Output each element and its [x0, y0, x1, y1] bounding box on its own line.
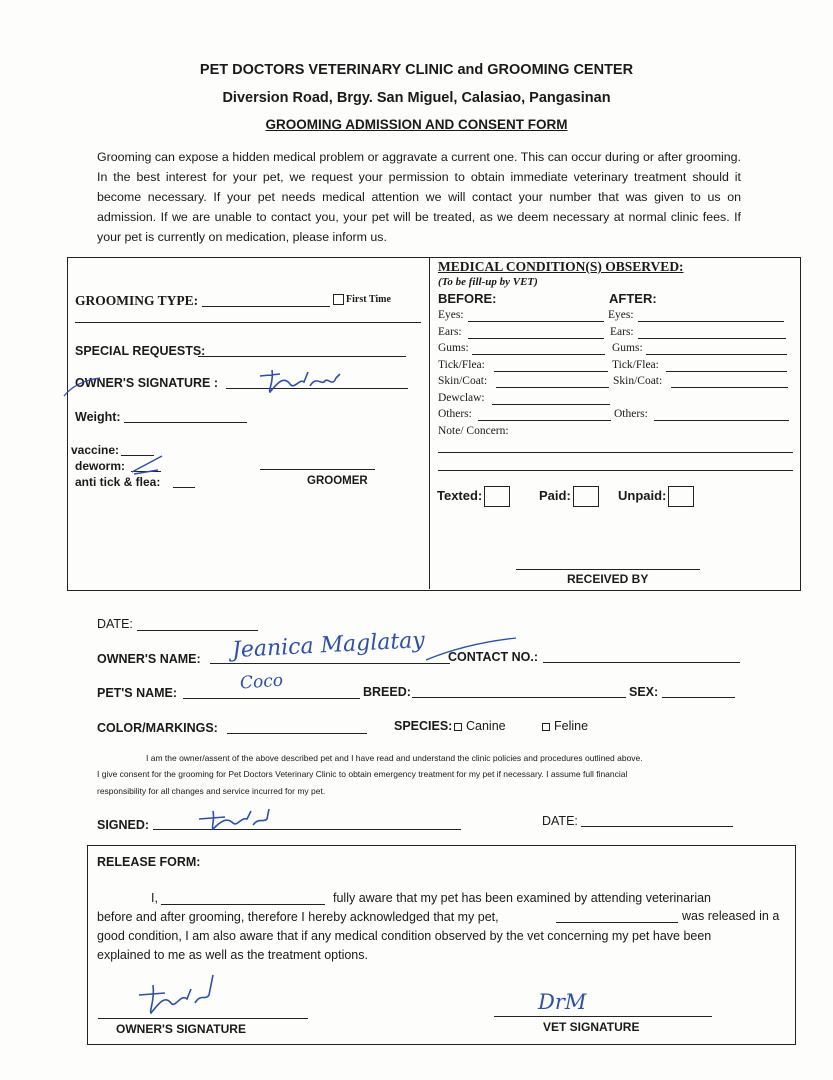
after-gums-field[interactable]	[646, 354, 787, 355]
sex-label: SEX:	[629, 685, 659, 699]
handwritten-pet-name: Coco	[239, 670, 284, 694]
anti-tick-label: anti tick & flea:	[75, 475, 161, 489]
form-title: GROOMING ADMISSION AND CONSENT FORM	[265, 117, 568, 132]
feline-label: Feline	[554, 719, 589, 733]
release-line-3: good condition, I am also aware that if any medical condition observed by the vet concerning my pet have been	[97, 929, 712, 943]
after-skincoat-field[interactable]	[671, 387, 788, 388]
paid-label: Paid:	[539, 487, 571, 503]
vet-signature-label: VET SIGNATURE	[543, 1020, 640, 1034]
release-line-2-start: before and after grooming, therefore I hereby acknowledged that my pet,	[97, 910, 499, 924]
vet-signature-line[interactable]	[494, 1016, 712, 1017]
paid-option[interactable]	[539, 486, 599, 507]
before-others-field[interactable]	[478, 420, 611, 421]
pets-name-field[interactable]	[183, 698, 360, 699]
consent-line-1: I am the owner/assent of the above described pet and I have read and understand the clinic policies and procedures outlined above.	[146, 753, 643, 763]
owners-name-field[interactable]	[210, 663, 450, 664]
release-owner-signature-scribble	[135, 973, 235, 1023]
grooming-type-label: GROOMING TYPE:	[75, 293, 199, 308]
species-text: SPECIES:	[394, 719, 453, 733]
unpaid-option[interactable]	[618, 486, 694, 507]
received-by-line[interactable]	[516, 569, 700, 570]
after-others-field[interactable]	[654, 420, 789, 421]
before-ears-label: Ears:	[438, 326, 462, 338]
unpaid-label: Unpaid:	[618, 487, 667, 503]
owner-signature-scribble-top	[250, 362, 360, 402]
before-tickflea-label: Tick/Flea:	[438, 359, 485, 371]
vaccine-label: vaccine:	[71, 443, 120, 457]
special-requests-field[interactable]	[198, 356, 406, 357]
feline-checkbox[interactable]	[542, 723, 550, 731]
deworm-label: deworm:	[75, 459, 126, 473]
note-line-2[interactable]	[438, 470, 793, 471]
texted-label: Texted:	[437, 487, 483, 503]
date-label: DATE:	[97, 617, 133, 631]
canine-label: Canine	[466, 719, 506, 733]
signed-signature-scribble	[195, 805, 295, 835]
before-dewclaw-field[interactable]	[492, 404, 610, 405]
after-ears-label: Ears:	[610, 326, 634, 338]
note-concern-label: Note/ Concern:	[438, 425, 509, 437]
vet-note: (To be fill-up by VET)	[438, 276, 538, 288]
release-owner-name-field[interactable]	[161, 904, 325, 905]
consent-date-label: DATE:	[542, 814, 578, 828]
medical-condition-title: MEDICAL CONDITION(S) OBSERVED:	[438, 259, 684, 274]
unpaid-checkbox[interactable]	[668, 486, 694, 507]
after-gums-label: Gums:	[612, 342, 643, 354]
before-dewclaw-label: Dewclaw:	[438, 392, 485, 404]
deworm-check-mark	[128, 452, 168, 476]
contact-no-label: CONTACT NO.:	[448, 650, 539, 664]
owner-signature-label: OWNER'S SIGNATURE :	[75, 376, 219, 390]
handwritten-owner-name: Jeanica Maglatay	[231, 627, 426, 664]
after-eyes-field[interactable]	[638, 321, 784, 322]
breed-field[interactable]	[412, 697, 626, 698]
pets-name-label: PET'S NAME:	[97, 686, 178, 700]
first-time-option[interactable]	[333, 294, 391, 305]
after-others-label: Others:	[614, 408, 648, 420]
clinic-address: Diversion Road, Brgy. San Miguel, Calasiao, Pangasinan	[222, 90, 611, 106]
anti-tick-field[interactable]	[173, 487, 195, 488]
groomer-label: GROOMER	[307, 475, 368, 487]
before-skincoat-label: Skin/Coat:	[438, 375, 488, 387]
contact-no-field[interactable]	[543, 662, 740, 663]
grooming-type-extra-line[interactable]	[75, 322, 421, 323]
before-heading: BEFORE:	[438, 291, 497, 306]
intro-paragraph: Grooming can expose a hidden medical problem or aggravate a current one. This can occur during or after grooming. In the best interest for your pet, we request your permission to obtain immediate veterinary treatment should it become necessary. If your pet needs medical attention we will contact your number that was given to us on admission. If we are unable to contact you, your pet will be treated, as we deem necessary at normal clinic fees. If your pet is currently on medication, please inform us.	[97, 150, 741, 244]
texted-option[interactable]	[437, 486, 510, 507]
panel-divider	[429, 258, 430, 589]
release-line-1-start: I,	[151, 891, 158, 905]
color-markings-label: COLOR/MARKINGS:	[97, 721, 218, 735]
release-line-1-end: fully aware that my pet has been examined by attending veterinarian	[333, 891, 712, 905]
before-skincoat-field[interactable]	[496, 387, 609, 388]
weight-label: Weight:	[75, 410, 121, 424]
signed-label: SIGNED:	[97, 818, 150, 832]
release-form-title: RELEASE FORM:	[97, 855, 201, 869]
first-time-checkbox[interactable]	[333, 294, 344, 305]
before-others-label: Others:	[438, 408, 472, 420]
contact-strike-mark	[420, 636, 520, 666]
release-pet-name-field[interactable]	[556, 922, 678, 923]
before-gums-label: Gums:	[438, 342, 469, 354]
release-line-2-end: was released in a	[682, 909, 780, 923]
note-line-1[interactable]	[438, 452, 793, 453]
clinic-name: PET DOCTORS VETERINARY CLINIC and GROOMING CENTER	[199, 62, 634, 78]
canine-checkbox[interactable]	[454, 723, 462, 731]
special-requests-label: SPECIAL REQUESTS:	[75, 344, 206, 358]
groomer-line[interactable]	[260, 469, 375, 470]
owners-signature-strike-mark	[60, 372, 110, 400]
canine-option[interactable]	[454, 719, 506, 733]
release-line-4: explained to me as well as the treatment options.	[97, 948, 368, 962]
owners-name-label: OWNER'S NAME:	[97, 652, 201, 666]
date-field[interactable]	[137, 630, 258, 631]
consent-line-2: I give consent for the grooming for Pet Doctors Veterinary Clinic to obtain emergency treatment for my pet if necessary. I assume full financial	[97, 769, 628, 779]
sex-field[interactable]	[662, 697, 735, 698]
consent-date-field[interactable]	[581, 826, 733, 827]
before-ears-field[interactable]	[468, 338, 604, 339]
texted-checkbox[interactable]	[484, 486, 510, 507]
species-label	[394, 719, 452, 733]
grooming-type-field[interactable]	[202, 306, 330, 307]
after-eyes-label: Eyes:	[608, 309, 634, 321]
release-owner-signature-label: OWNER'S SIGNATURE	[116, 1022, 246, 1036]
consent-line-3: responsibility for all changes and service incurred for my pet.	[97, 786, 326, 796]
after-heading: AFTER:	[609, 291, 657, 306]
feline-option[interactable]	[542, 719, 588, 733]
received-by-label: RECEIVED BY	[567, 572, 649, 586]
after-skincoat-label: Skin/Coat:	[613, 375, 663, 387]
color-markings-field[interactable]	[227, 733, 367, 734]
before-eyes-field[interactable]	[468, 321, 604, 322]
after-tickflea-field[interactable]	[666, 371, 787, 372]
first-time-label: First Time	[346, 294, 391, 305]
before-eyes-label: Eyes:	[438, 309, 464, 321]
paid-checkbox[interactable]	[573, 486, 599, 507]
weight-field[interactable]	[124, 422, 247, 423]
breed-label: BREED:	[363, 685, 411, 699]
before-gums-field[interactable]	[472, 354, 605, 355]
before-tickflea-field[interactable]	[494, 371, 608, 372]
after-ears-field[interactable]	[638, 338, 786, 339]
after-tickflea-label: Tick/Flea:	[612, 359, 659, 371]
handwritten-vet-initials: DrM	[538, 990, 587, 1014]
